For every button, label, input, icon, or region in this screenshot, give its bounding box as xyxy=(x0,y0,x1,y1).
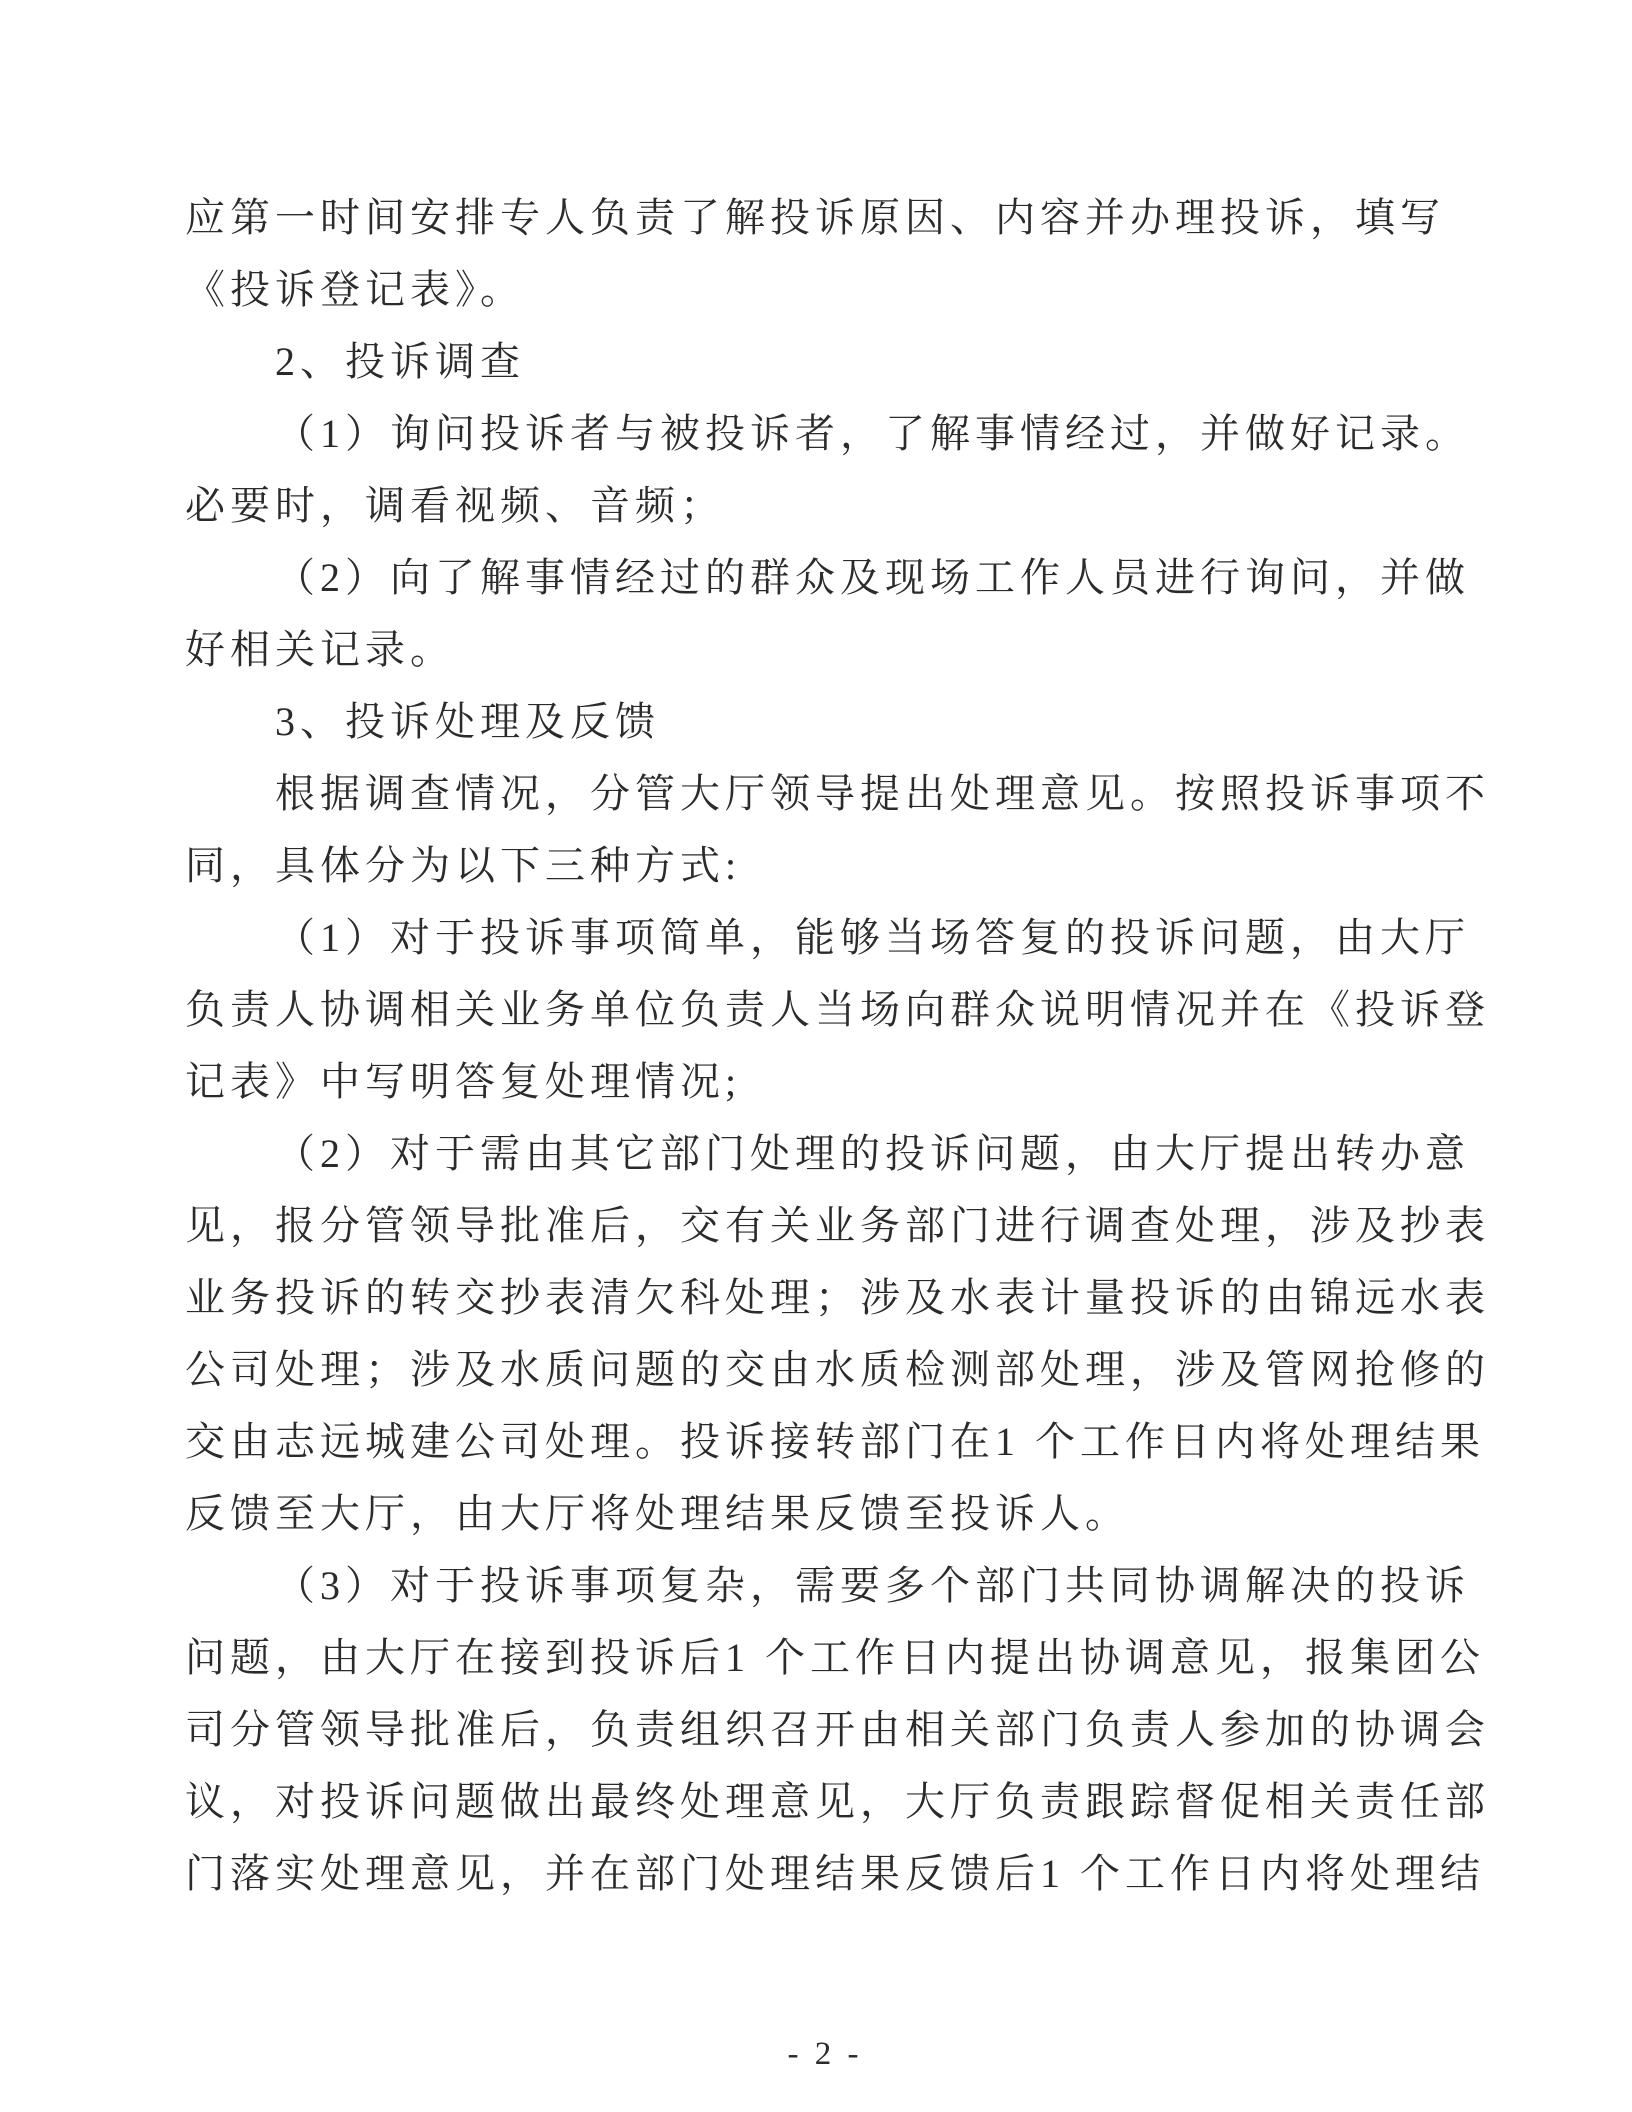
text-line: 负责人协调相关业务单位负责人当场向群众说明情况并在《投诉登 xyxy=(185,987,1490,1032)
text-line: 根据调查情况，分管大厅领导提出处理意见。按照投诉事项不 xyxy=(275,771,1490,816)
section-heading: 3、投诉处理及反馈 xyxy=(275,699,660,744)
text-line: 好相关记录。 xyxy=(185,627,455,672)
section-heading: 2、投诉调查 xyxy=(275,339,525,384)
text-line: （3）对于投诉事项复杂，需要多个部门共同协调解决的投诉 xyxy=(275,1563,1470,1608)
text-line: （1）询问投诉者与被投诉者，了解事情经过，并做好记录。 xyxy=(275,411,1470,456)
text-line: 见，报分管领导批准后，交有关业务部门进行调查处理，涉及抄表 xyxy=(185,1203,1490,1248)
text-line: （2）向了解事情经过的群众及现场工作人员进行询问，并做 xyxy=(275,555,1470,600)
document-body xyxy=(185,182,1490,1910)
text-line: 反馈至大厅，由大厅将处理结果反馈至投诉人。 xyxy=(185,1491,1130,1536)
text-line: 问题，由大厅在接到投诉后1 个工作日内提出协调意见，报集团公 xyxy=(185,1635,1485,1680)
text-line: 司分管领导批准后，负责组织召开由相关部门负责人参加的协调会 xyxy=(185,1707,1490,1752)
text-line: 门落实处理意见，并在部门处理结果反馈后1 个工作日内将处理结 xyxy=(185,1851,1485,1896)
text-line: （1）对于投诉事项简单，能够当场答复的投诉问题，由大厅 xyxy=(275,915,1470,960)
page-number: - 2 - xyxy=(787,2036,863,2072)
text-line: 《投诉登记表》。 xyxy=(185,267,525,312)
text-line: 应第一时间安排专人负责了解投诉原因、内容并办理投诉，填写 xyxy=(185,195,1445,240)
text-line: （2）对于需由其它部门处理的投诉问题，由大厅提出转办意 xyxy=(275,1131,1470,1176)
text-line: 公司处理；涉及水质问题的交由水质检测部处理，涉及管网抢修的 xyxy=(185,1347,1490,1392)
text-line: 业务投诉的转交抄表清欠科处理；涉及水表计量投诉的由锦远水表 xyxy=(185,1275,1490,1320)
text-line: 同，具体分为以下三种方式: xyxy=(185,843,742,888)
text-line: 必要时，调看视频、音频； xyxy=(185,483,725,528)
text-line: 记表》中写明答复处理情况; xyxy=(185,1059,742,1104)
text-line: 议，对投诉问题做出最终处理意见，大厅负责跟踪督促相关责任部 xyxy=(185,1779,1490,1824)
text-line: 交由志远城建公司处理。投诉接转部门在1 个工作日内将处理结果 xyxy=(185,1419,1485,1464)
